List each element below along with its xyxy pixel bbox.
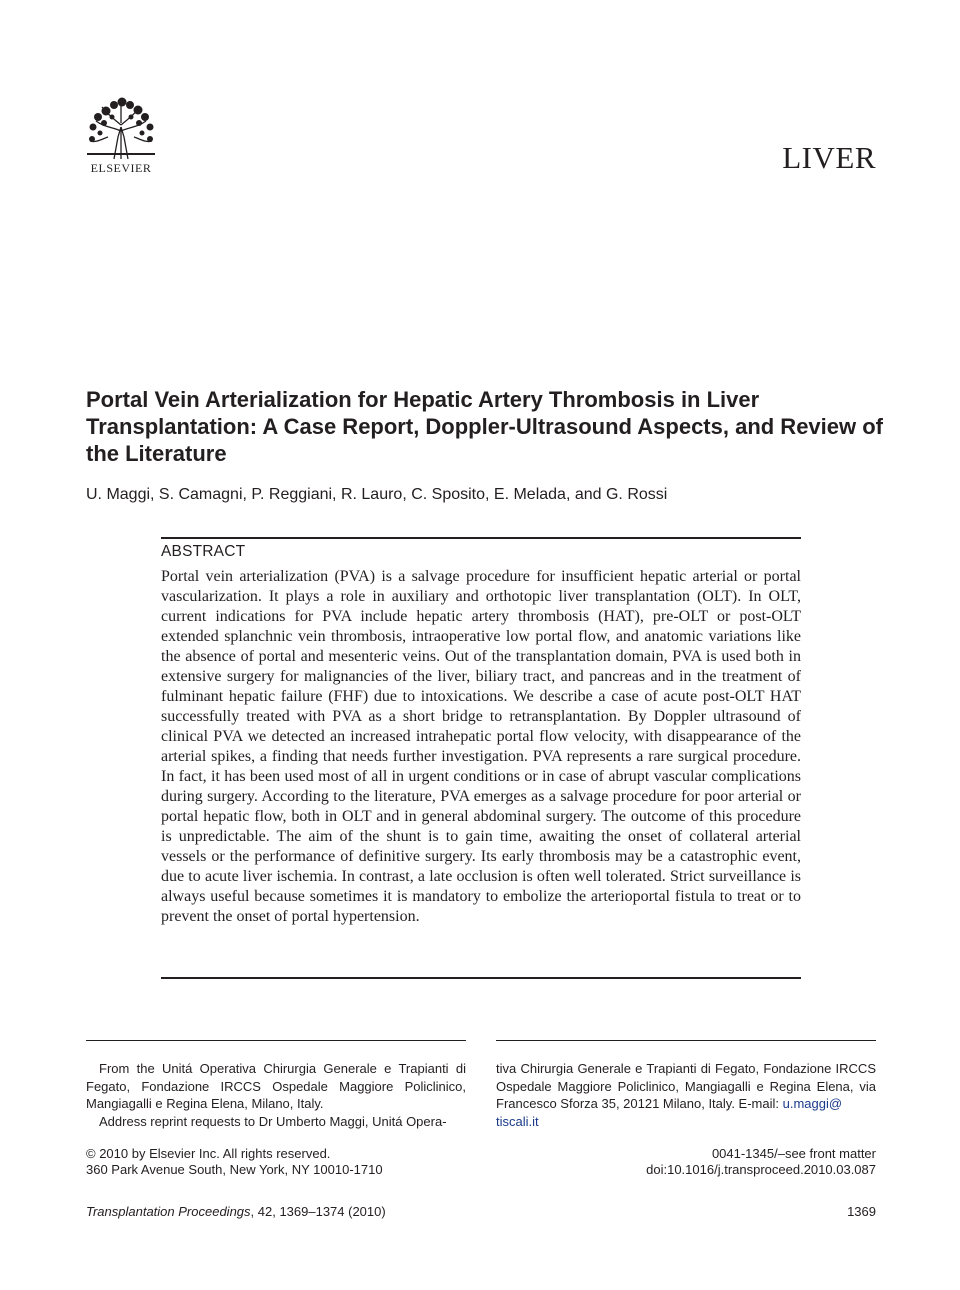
issn-doi-block: [646, 1146, 876, 1178]
doi-line: doi:10.1016/j.transproceed.2010.03.087: [646, 1162, 876, 1177]
footnote-divider-right: [496, 1040, 876, 1041]
abstract-heading: ABSTRACT: [161, 543, 246, 560]
section-label: LIVER: [782, 140, 876, 175]
reprint-request-note: Address reprint requests to Dr Umberto Maggi, Unitá Opera-: [99, 1113, 447, 1129]
abstract-bottom-divider: [161, 977, 801, 979]
footnote-right-column: [496, 1060, 876, 1130]
issn-line: 0041-1345/–see front matter: [711, 1146, 876, 1161]
email-link-part1: u.maggi@: [782, 1096, 843, 1111]
footnote-divider-left: [86, 1040, 466, 1041]
page-number: 1369: [847, 1204, 876, 1219]
elsevier-tree-icon: [84, 97, 158, 161]
citation-details: , 42, 1369–1374 (2010): [250, 1204, 386, 1219]
elsevier-logo: [84, 97, 158, 175]
copyright-block: [86, 1146, 383, 1178]
journal-citation: [86, 1204, 386, 1220]
journal-name: Transplantation Proceedings: [86, 1204, 251, 1219]
abstract-text: Portal vein arterialization (PVA) is a salvage procedure for insufficient hepatic arterial or portal vascularization. It plays a role in auxiliary and orthotopic liver transplantation (OLT). In OLT, current indications for PVA include hepatic artery thrombosis (HAT), pre-OLT or post-OLT extended splanchnic vein thrombosis, intraoperative low portal flow, and anatomic variations like the absence of portal and mesenteric veins. Out of the transplantation domain, PVA is used both in extensive surgery for malignancies of the liver, biliary tract, and pancreas and in the treatment of fulminant hepatic failure (FHF) due to intoxications. We describe a case of acute post-OLT HAT successfully treated with PVA as a short bridge to retransplantation. By Doppler ultrasound of clinical PVA we detected an increased intrahepatic portal flow velocity, with disappearance of the arterial spikes, a finding that needs further investigation. PVA represents a rare surgical procedure. In fact, it has been used most of all in urgent conditions or in case of abrupt vascular complications during surgery. According to the literature, PVA emerges as a salvage procedure for poor arterial or portal hepatic flow, both in OLT and in general abdominal surgery. The outcome of this procedure is unpredictable. The aim of the shunt is to gain time, awaiting the onset of collateral arterial vessels or the performance of definitive surgery. Its early thrombosis may be a catastrophic event, due to acute liver ischemia. In contrast, a late occlusion is often well tolerated. Strict surveillance is always useful because sometimes it is mandatory to embolize the arterioportal fistula to treat or to prevent the onset of portal hypertension.: [161, 568, 801, 925]
author-list: U. Maggi, S. Camagni, P. Reggiani, R. Lauro, C. Sposito, E. Melada, and G. Rossi: [86, 486, 668, 503]
email-link-part2: tiscali.it: [496, 1113, 539, 1129]
copyright-line: © 2010 by Elsevier Inc. All rights reserved.: [86, 1146, 331, 1161]
reprint-request-continued: tiva Chirurgia Generale e Trapianti di Fegato, Fondazione IRCCS Ospedale Maggiore Policlinico, Mangiagalli e Regina Elena, via Francesco Sforza 35, 20121 Milano, Italy. E-mail:: [496, 1061, 876, 1111]
logo-wordmark: ELSEVIER: [90, 161, 152, 175]
abstract-top-divider: [161, 537, 801, 539]
publisher-address: 360 Park Avenue South, New York, NY 10010-1710: [86, 1162, 383, 1177]
article-title: Portal Vein Arterialization for Hepatic Artery Thrombosis in Liver Transplantation: A Case Report, Doppler-Ultrasound Aspects, and Review of the Literature: [86, 387, 884, 466]
affiliation-note: From the Unitá Operativa Chirurgia Generale e Trapianti di Fegato, Fondazione IRCCS Ospedale Maggiore Policlinico, Mangiagalli e Regina Elena, Milano, Italy.: [86, 1061, 466, 1111]
footnote-left-column: [86, 1060, 466, 1130]
